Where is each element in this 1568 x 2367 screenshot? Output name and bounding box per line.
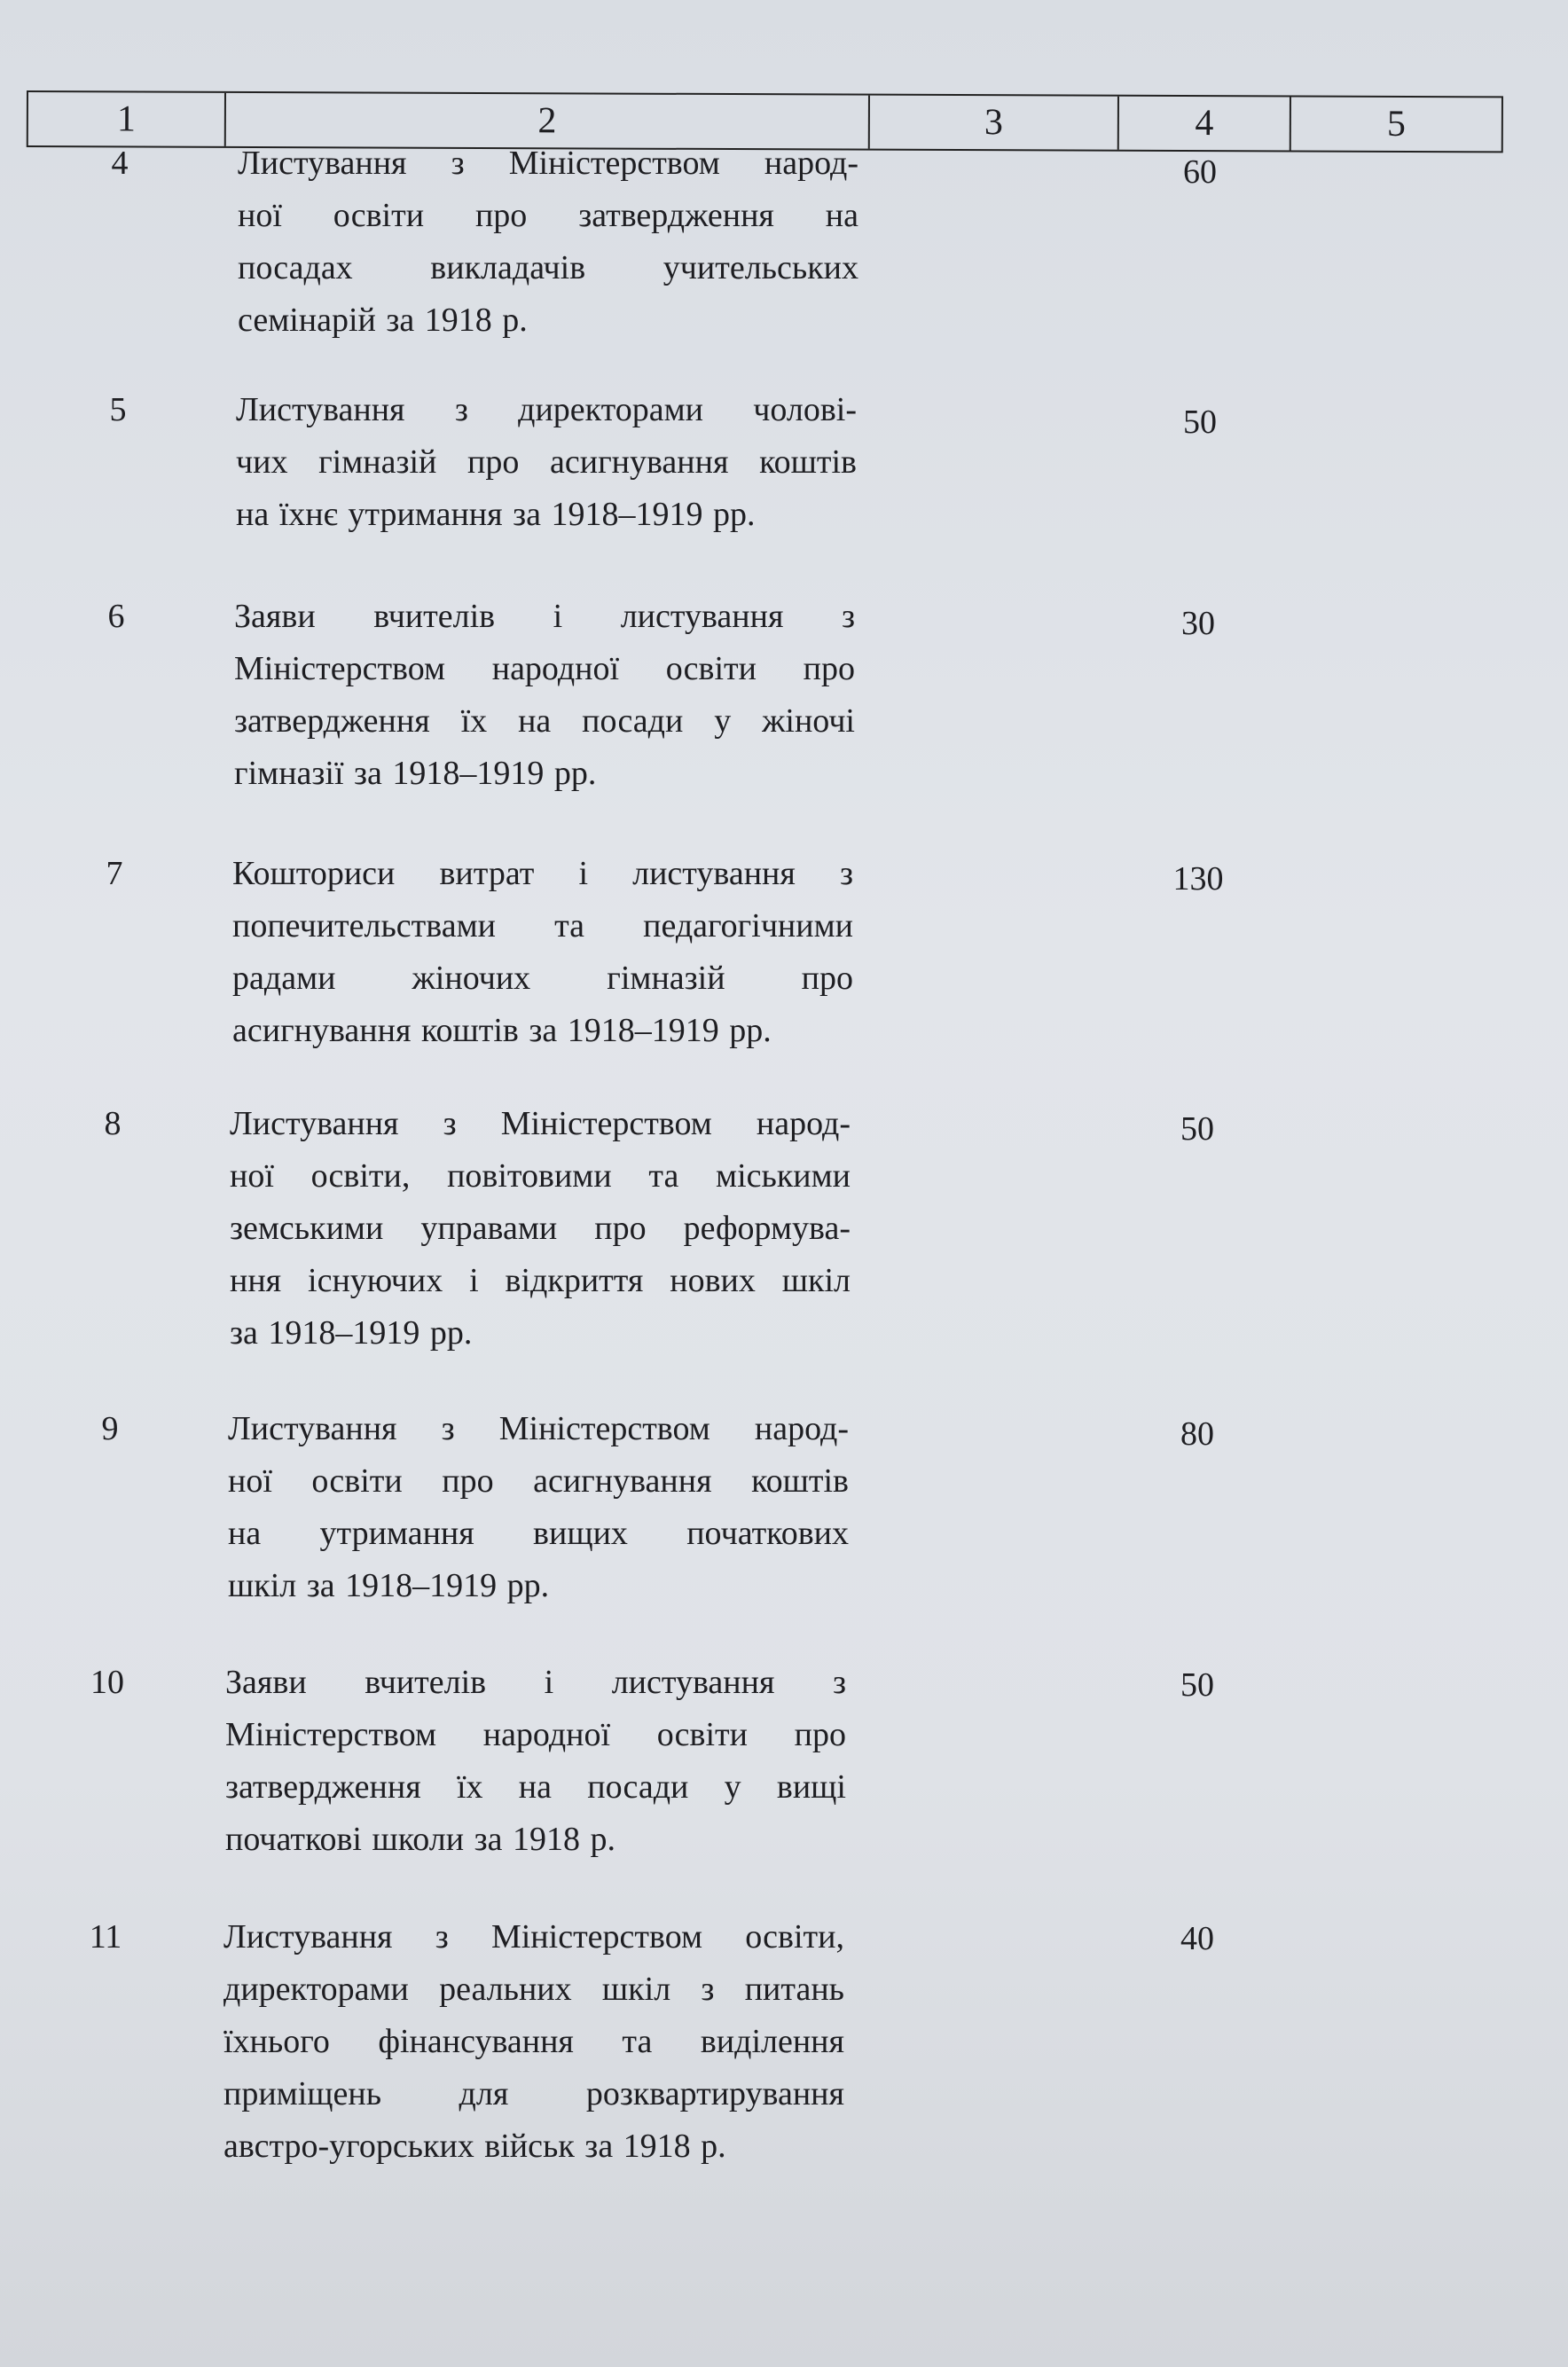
- row-number: 6: [107, 598, 125, 635]
- column-header-5: 5: [1386, 103, 1406, 145]
- description-line: Заяви вчителів і листування з: [234, 598, 855, 635]
- description-line: їхнього фінансування та виділення: [223, 2023, 844, 2060]
- description-line: Листування з Міністерством народ-: [238, 145, 858, 182]
- row-number: 9: [101, 1410, 119, 1447]
- description-line: ної освіти про асигнування коштів: [228, 1462, 849, 1500]
- column-header-4: 4: [1119, 97, 1291, 151]
- description-line: ної освіти, повітовими та міськими: [230, 1157, 851, 1195]
- description-line: земськими управами про реформува-: [230, 1210, 851, 1247]
- description-line: затвердження їх на посади у жіночі: [234, 702, 855, 740]
- row-count: 50: [1180, 1110, 1214, 1148]
- row-count: 130: [1172, 860, 1224, 897]
- description-line: посадах викладачів учительських: [238, 249, 858, 286]
- description-line: Міністерством народної освіти про: [234, 650, 855, 687]
- description-line: радами жіночих гімназій про: [232, 960, 853, 997]
- row-count: 30: [1181, 605, 1215, 642]
- description-line: ної освіти про затвердження на: [238, 197, 858, 234]
- row-number: 4: [111, 145, 129, 182]
- row-description: [232, 848, 853, 1057]
- row-number: 5: [109, 391, 127, 428]
- description-line: гімназії за 1918–1919 рр.: [234, 755, 597, 792]
- description-line: австро-угорських військ за 1918 р.: [223, 2128, 726, 2165]
- description-line: затвердження їх на посади у вищі: [225, 1768, 846, 1806]
- row-description: [238, 137, 858, 347]
- row-number: 11: [89, 1918, 122, 1956]
- description-line: Кошториси витрат і листування з: [232, 855, 853, 892]
- row-number: 7: [106, 855, 123, 892]
- row-count: 50: [1180, 1666, 1214, 1704]
- description-line: попечительствами та педагогічними: [232, 907, 853, 944]
- column-header-1: 1: [28, 92, 226, 146]
- description-line: ння існуючих і відкриття нових шкіл: [230, 1262, 851, 1299]
- column-header-3: 3: [870, 96, 1119, 150]
- description-line: приміщень для розквартирування: [223, 2075, 844, 2112]
- description-line: семінарій за 1918 р.: [238, 302, 528, 339]
- description-line: початкові школи за 1918 р.: [225, 1821, 615, 1858]
- column-header-2: 2: [226, 93, 870, 149]
- row-description: [223, 1911, 844, 2173]
- description-line: Заяви вчителів і листування з: [225, 1664, 846, 1701]
- description-line: Листування з директорами чолові-: [236, 391, 857, 428]
- row-count: 40: [1180, 1920, 1214, 1957]
- row-description: [225, 1657, 846, 1866]
- description-line: Листування з Міністерством освіти,: [223, 1918, 844, 1956]
- description-line: шкіл за 1918–1919 рр.: [228, 1567, 550, 1604]
- description-line: Міністерством народної освіти про: [225, 1716, 846, 1753]
- row-description: [230, 1098, 851, 1360]
- row-number: 8: [104, 1105, 122, 1142]
- description-line: на утримання вищих початкових: [228, 1515, 849, 1552]
- row-description: [236, 384, 857, 541]
- row-description: [234, 591, 855, 800]
- description-line: асигнування коштів за 1918–1919 рр.: [232, 1012, 772, 1049]
- row-count: 60: [1183, 153, 1217, 191]
- description-line: Листування з Міністерством народ-: [230, 1105, 851, 1142]
- description-line: Листування з Міністерством народ-: [228, 1410, 849, 1447]
- description-line: за 1918–1919 рр.: [230, 1314, 473, 1352]
- row-count: 50: [1183, 404, 1217, 441]
- description-line: директорами реальних шкіл з питань: [223, 1971, 844, 2008]
- row-description: [228, 1403, 849, 1612]
- description-line: на їхнє утримання за 1918–1919 рр.: [236, 496, 756, 533]
- row-count: 80: [1180, 1415, 1214, 1453]
- row-number: 10: [90, 1664, 124, 1701]
- description-line: чих гімназій про асигнування коштів: [236, 443, 857, 481]
